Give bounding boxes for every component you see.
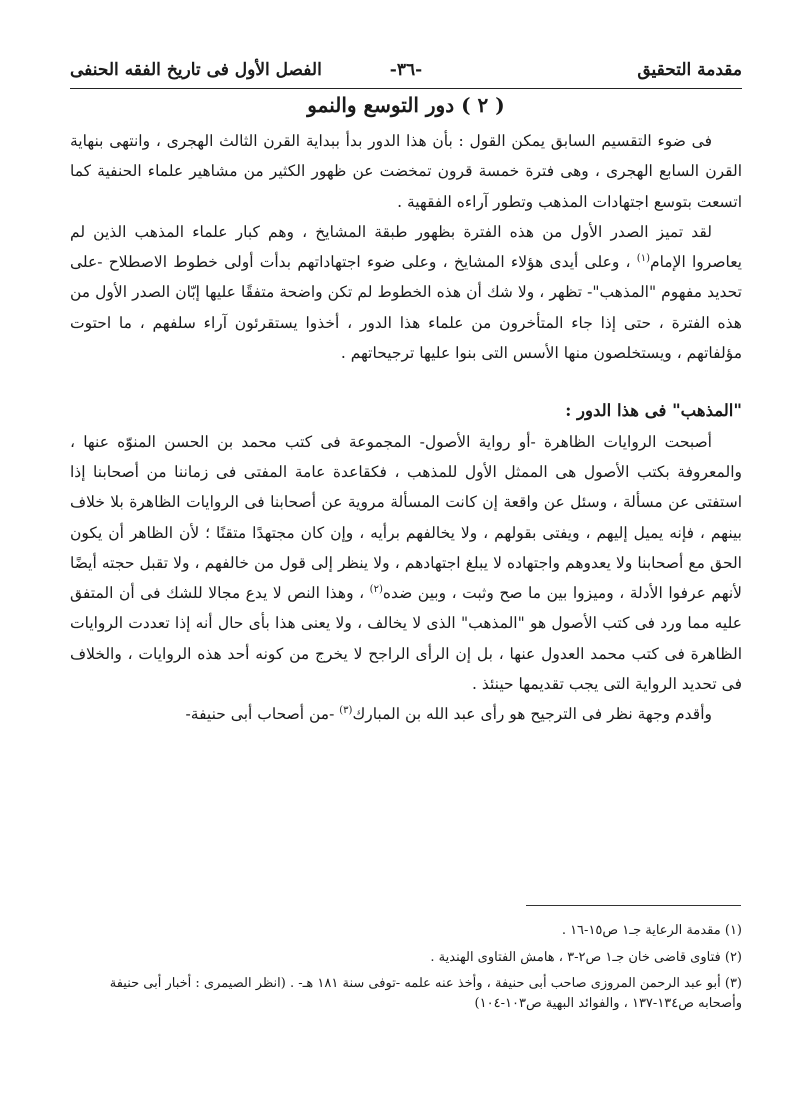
footnote-ref: (٢): [369, 584, 383, 595]
paragraph-gap: [70, 368, 742, 396]
paragraph-intro: فى ضوء التقسيم السابق يمكن القول : بأن هذا الدور بدأ ببداية القرن الثالث الهجرى ، وانتهى بنهاية القرن السابع الهجرى ، وهى فترة خمسة قرون تمخضت عن ظهور الكثير من مشاهير علماء الحنفية كما اتسعت بتوسع اجتهادات المذهب وتطور آراءه الفقهية .: [70, 132, 742, 211]
header-chapter-title: الفصل الأول فى تاريخ الفقه الحنفى: [70, 60, 322, 80]
running-header: [70, 54, 742, 88]
footnote-ref: (١): [636, 253, 650, 265]
footnotes: [70, 920, 742, 1019]
subheading: "المذهب" فى هذا الدور :: [565, 401, 742, 421]
paragraph-zahir-riwaya: [70, 427, 742, 700]
footnote-ref: (٣): [339, 705, 353, 717]
body-text: [70, 126, 742, 730]
paragraph-text: أصبحت الروايات الظاهرة -أو رواية الأصول- المجموعة فى كتب محمد بن الحسن المنوّه عنها ، والمعروفة بكتب الأصول هى الممثل الأول للمذهب ، فكقاعدة عامة المفتى فى زماننا من أصحابنا إذا استفتى عن مسألة ، وسئل عن واقعة إن كانت المسألة مروية عن أصحابنا فى الروايات الظاهرة بلا خلاف بينهم ، فإنه يميل إليهم ، ويفتى بقولهم ، ولا يخالفهم برأيه ، وإن كان مجتهدًا متقنًا ؛ لأن الظاهر أن يكون الحق مع أصحابنا ولا يعدوهم واجتهاده لا يبلغ اجتهادهم ، ولا ينظر إلى قول من خالفهم ، ولا تقبل حجته أيضًا لأنهم عرفوا الأدلة ، وميزوا بين ما صح وثبت ، وبين ضده: [70, 432, 743, 603]
paragraph-text: وأقدم وجهة نظر فى الترجيح هو رأى عبد الله بن المبارك: [352, 705, 712, 724]
paragraph-tarjih: [70, 699, 742, 729]
paragraph-text: ، وعلى أيدى هؤلاء المشايخ ، وعلى ضوء اجتهاداتهم بدأت أولى خطوط الاصطلاح -على تحديد مفهوم "المذهب"- تظهر ، ولا شك أن هذه الخطوط لم تكن واضحة متفقًا عليها إبّان الصدر الأول من هذه الفترة ، حتى إذا جاء المتأخرون من علماء هذا الدور ، أخذوا يستقرئون آراء سلفهم ، ما احتوت مؤلفاتهم ، ويستخلصون منها الأسس التى بنوا عليها ترجيحاتهم .: [70, 253, 742, 363]
paragraph-text: -من أصحاب أبى حنيفة-: [185, 705, 335, 724]
footnote-rule: [526, 905, 741, 906]
section-title: ( ٢ ) دور التوسع والنمو: [307, 93, 505, 117]
footnote-3: (٣) أبو عبد الرحمن المروزى صاحب أبى حنيفة ، وأخذ عنه علمه -توفى سنة ١٨١ هـ- . (انظر الصيمرى : أخبار أبى حنيفة وأصحابه ص١٣٤-١٣٧ ، والفوائد البهية ص١٠٣-١٠٤): [109, 976, 742, 1011]
footnote-1: (١) مقدمة الرعاية جـ١ ص١٥-١٦ .: [561, 923, 742, 938]
paragraph-text: ، وهذا النص لا يدع مجالا للشك فى أن المتفق عليه مما ورد فى كتب الأصول هو "المذهب" الذى لا يخالف ، ولا يعنى هذا بأى حال أنه إذا تعددت الروايات الظاهرة فى كتب محمد العدول عنها ، بل إن الرأى الراجح لا يخرج من كونه أحد هذه الروايات ، والخلاف فى تحديد الرواية التى يجب تقديمها حينئذ .: [70, 584, 742, 694]
footnote-2: (٢) فتاوى قاضى خان جـ١ ص٢-٣ ، هامش الفتاوى الهندية .: [430, 950, 742, 965]
paragraph-mashayikh: [70, 217, 742, 368]
header-book-section: مقدمة التحقيق: [637, 60, 742, 80]
paragraph-text: لقد تميز الصدر الأول من هذه الفترة بظهور طبقة المشايخ ، وهم كبار علماء المذهب الذين لم يعاصروا الإمام: [70, 222, 742, 272]
page-number: -٣٦-: [389, 60, 423, 80]
header-rule: [70, 88, 742, 89]
